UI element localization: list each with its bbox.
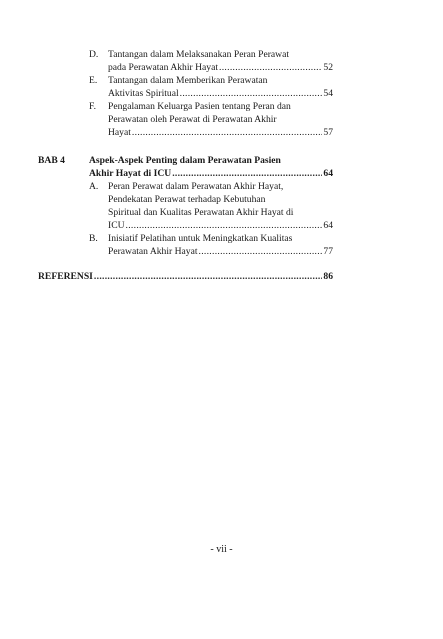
toc-entry-title-end: Aktivitas Spiritual — [108, 88, 179, 99]
toc-entry-title-end: pada Perawatan Akhir Hayat — [108, 62, 219, 73]
toc-entry-title-line: Pendekatan Perawat terhadap Kebutuhan — [108, 194, 266, 205]
references-label: REFERENSI — [38, 271, 93, 282]
toc-entry-last-line — [108, 127, 333, 140]
toc-entry-title-line: Spiritual dan Kualitas Perawatan Akhir Hayat di — [108, 207, 294, 218]
dot-leader — [132, 127, 322, 140]
dot-leader — [126, 220, 323, 233]
dot-leader — [94, 271, 322, 284]
toc-entry-last-line — [108, 88, 333, 101]
references-page: 86 — [323, 271, 333, 282]
toc-entry-last-line — [108, 62, 333, 75]
toc-entry-title-line: Perawatan oleh Perawat di Perawatan Akhir — [108, 114, 277, 125]
toc-entry-page: 77 — [323, 246, 333, 257]
toc-entry-last-line — [108, 220, 333, 233]
toc-entry-letter: A. — [89, 181, 99, 192]
dot-leader — [180, 88, 323, 101]
dot-leader — [219, 62, 322, 75]
toc-entry-title-line: Tantangan dalam Memberikan Perawatan — [108, 75, 268, 86]
chapter-page: 64 — [323, 168, 333, 179]
dot-leader — [172, 168, 322, 181]
chapter-label: BAB 4 — [38, 155, 65, 166]
toc-entry-title-line: Peran Perawat dalam Perawatan Akhir Hayat, — [108, 181, 284, 192]
toc-entry-page: 64 — [323, 220, 333, 231]
toc-entry-title-line: Pengalaman Keluarga Pasien tentang Peran dan — [108, 101, 291, 112]
toc-entry-page: 57 — [323, 127, 333, 138]
toc-entry-page: 54 — [323, 88, 333, 99]
toc-entry-title-end: Hayat — [108, 127, 131, 138]
toc-entry-letter: B. — [89, 233, 98, 244]
page-number: - vii - — [210, 544, 233, 555]
toc-entry-page: 52 — [323, 62, 333, 73]
toc-entry-letter: F. — [89, 101, 96, 112]
toc-entry-title-end: ICU — [108, 220, 125, 231]
dot-leader — [199, 246, 323, 259]
toc-entry-last-line — [108, 246, 333, 259]
toc-entry-letter: E. — [89, 75, 98, 86]
chapter-title-last-line — [89, 168, 333, 181]
toc-entry-title-line: Tantangan dalam Melaksanakan Peran Perawat — [108, 49, 290, 60]
toc-references — [38, 271, 333, 284]
chapter-title-line: Aspek-Aspek Penting dalam Perawatan Pasien — [89, 155, 281, 166]
toc-entry-title-line: Inisiatif Pelatihan untuk Meningkatkan Kualitas — [108, 233, 293, 244]
chapter-title-end: Akhir Hayat di ICU — [89, 168, 172, 179]
toc-entry-title-end: Perawatan Akhir Hayat — [108, 246, 198, 257]
toc-entry-letter: D. — [89, 49, 99, 60]
